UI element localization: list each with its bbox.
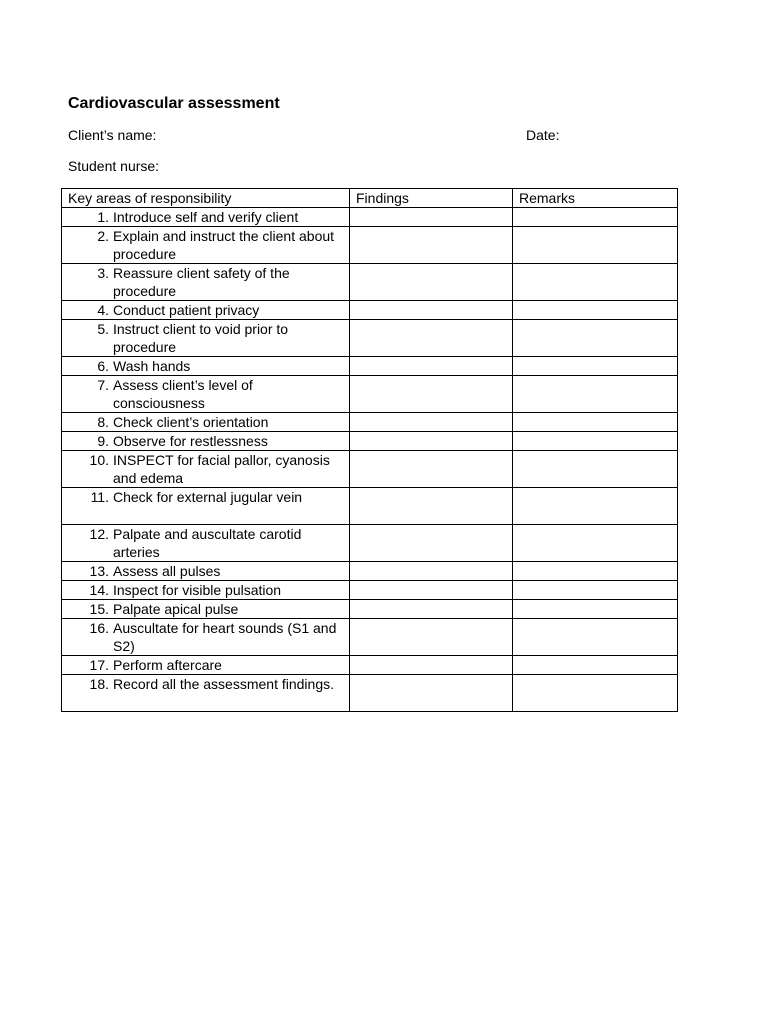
table-row	[62, 301, 678, 320]
table-row	[62, 432, 678, 451]
item-cell	[62, 227, 350, 264]
findings-cell[interactable]	[350, 320, 513, 357]
item-cell	[62, 357, 350, 376]
item-cell	[62, 320, 350, 357]
item-number: 10.	[89, 452, 109, 468]
remarks-cell[interactable]	[513, 376, 678, 413]
item-text: Check for external jugular vein	[113, 489, 303, 505]
item-cell	[62, 619, 350, 656]
student-nurse-label: Student nurse:	[68, 158, 160, 174]
findings-cell[interactable]	[350, 525, 513, 562]
table-row	[62, 562, 678, 581]
remarks-cell[interactable]	[513, 581, 678, 600]
remarks-cell[interactable]	[513, 562, 678, 581]
item-cell	[62, 376, 350, 413]
remarks-cell[interactable]	[513, 675, 678, 712]
remarks-cell[interactable]	[513, 413, 678, 432]
item-text: INSPECT for facial pallor, cyanosis and edema	[113, 452, 330, 486]
table-row	[62, 525, 678, 562]
table-row	[62, 264, 678, 301]
item-text: Conduct patient privacy	[113, 302, 260, 318]
findings-cell[interactable]	[350, 656, 513, 675]
findings-cell[interactable]	[350, 581, 513, 600]
item-text: Observe for restlessness	[113, 433, 268, 449]
item-text: Wash hands	[113, 358, 191, 374]
remarks-cell[interactable]	[513, 656, 678, 675]
item-text: Palpate apical pulse	[113, 601, 239, 617]
item-cell	[62, 208, 350, 227]
item-cell	[62, 581, 350, 600]
item-cell	[62, 675, 350, 712]
table-row	[62, 320, 678, 357]
findings-cell[interactable]	[350, 600, 513, 619]
findings-cell[interactable]	[350, 562, 513, 581]
findings-cell[interactable]	[350, 227, 513, 264]
assessment-table	[61, 188, 678, 712]
item-number: 11.	[90, 489, 109, 505]
date-label: Date:	[526, 127, 560, 143]
table-row	[62, 488, 678, 525]
findings-cell[interactable]	[350, 264, 513, 301]
table-row	[62, 208, 678, 227]
remarks-cell[interactable]	[513, 264, 678, 301]
item-number: 3.	[97, 265, 109, 281]
client-name-label: Client’s name:	[68, 127, 157, 143]
table-row	[62, 357, 678, 376]
findings-cell[interactable]	[350, 376, 513, 413]
item-text: Assess client’s level of consciousness	[113, 377, 253, 411]
table-row	[62, 413, 678, 432]
findings-cell[interactable]	[350, 208, 513, 227]
item-text: Reassure client safety of the procedure	[113, 265, 290, 299]
findings-cell[interactable]	[350, 675, 513, 712]
item-text: Record all the assessment findings.	[113, 676, 334, 692]
remarks-cell[interactable]	[513, 208, 678, 227]
table-row	[62, 619, 678, 656]
item-text: Instruct client to void prior to procedure	[113, 321, 289, 355]
item-cell	[62, 488, 350, 525]
item-text: Inspect for visible pulsation	[113, 582, 282, 598]
findings-cell[interactable]	[350, 413, 513, 432]
item-text: Explain and instruct the client about procedure	[113, 228, 335, 262]
table-row	[62, 656, 678, 675]
item-number: 5.	[97, 321, 109, 337]
findings-cell[interactable]	[350, 619, 513, 656]
remarks-cell[interactable]	[513, 320, 678, 357]
item-cell	[62, 600, 350, 619]
remarks-cell[interactable]	[513, 488, 678, 525]
item-number: 13.	[89, 563, 109, 579]
remarks-cell[interactable]	[513, 432, 678, 451]
document-title: Cardiovascular assessment	[68, 95, 280, 112]
item-number: 14.	[89, 582, 109, 598]
item-number: 8.	[97, 414, 109, 430]
item-number: 17.	[89, 657, 109, 673]
findings-cell[interactable]	[350, 488, 513, 525]
item-text: Introduce self and verify client	[113, 209, 299, 225]
remarks-cell[interactable]	[513, 525, 678, 562]
header-remarks: Remarks	[513, 189, 678, 208]
table-row	[62, 581, 678, 600]
header-findings: Findings	[350, 189, 513, 208]
table-row	[62, 451, 678, 488]
findings-cell[interactable]	[350, 357, 513, 376]
item-cell	[62, 413, 350, 432]
item-text: Auscultate for heart sounds (S1 and S2)	[113, 620, 337, 654]
item-number: 2.	[97, 228, 109, 244]
table-row	[62, 675, 678, 712]
item-number: 9.	[97, 433, 109, 449]
item-text: Palpate and auscultate carotid arteries	[113, 526, 302, 560]
item-number: 4.	[97, 302, 109, 318]
item-cell	[62, 562, 350, 581]
item-number: 12.	[89, 526, 109, 542]
findings-cell[interactable]	[350, 432, 513, 451]
item-cell	[62, 656, 350, 675]
table-header-row	[62, 189, 678, 208]
table-row	[62, 600, 678, 619]
item-text: Check client’s orientation	[113, 414, 269, 430]
remarks-cell[interactable]	[513, 227, 678, 264]
item-number: 7.	[97, 377, 109, 393]
table-row	[62, 227, 678, 264]
remarks-cell[interactable]	[513, 301, 678, 320]
item-number: 1.	[97, 209, 109, 225]
item-number: 15.	[89, 601, 109, 617]
item-cell	[62, 264, 350, 301]
item-cell	[62, 451, 350, 488]
item-number: 6.	[97, 358, 109, 374]
table-row	[62, 376, 678, 413]
findings-cell[interactable]	[350, 451, 513, 488]
item-number: 16.	[89, 620, 109, 636]
item-cell	[62, 301, 350, 320]
item-text: Perform aftercare	[113, 657, 222, 673]
remarks-cell[interactable]	[513, 357, 678, 376]
remarks-cell[interactable]	[513, 451, 678, 488]
remarks-cell[interactable]	[513, 619, 678, 656]
item-cell	[62, 525, 350, 562]
remarks-cell[interactable]	[513, 600, 678, 619]
item-number: 18.	[89, 676, 109, 692]
item-text: Assess all pulses	[113, 563, 221, 579]
header-key-areas: Key areas of responsibility	[62, 189, 350, 208]
findings-cell[interactable]	[350, 301, 513, 320]
item-cell	[62, 432, 350, 451]
